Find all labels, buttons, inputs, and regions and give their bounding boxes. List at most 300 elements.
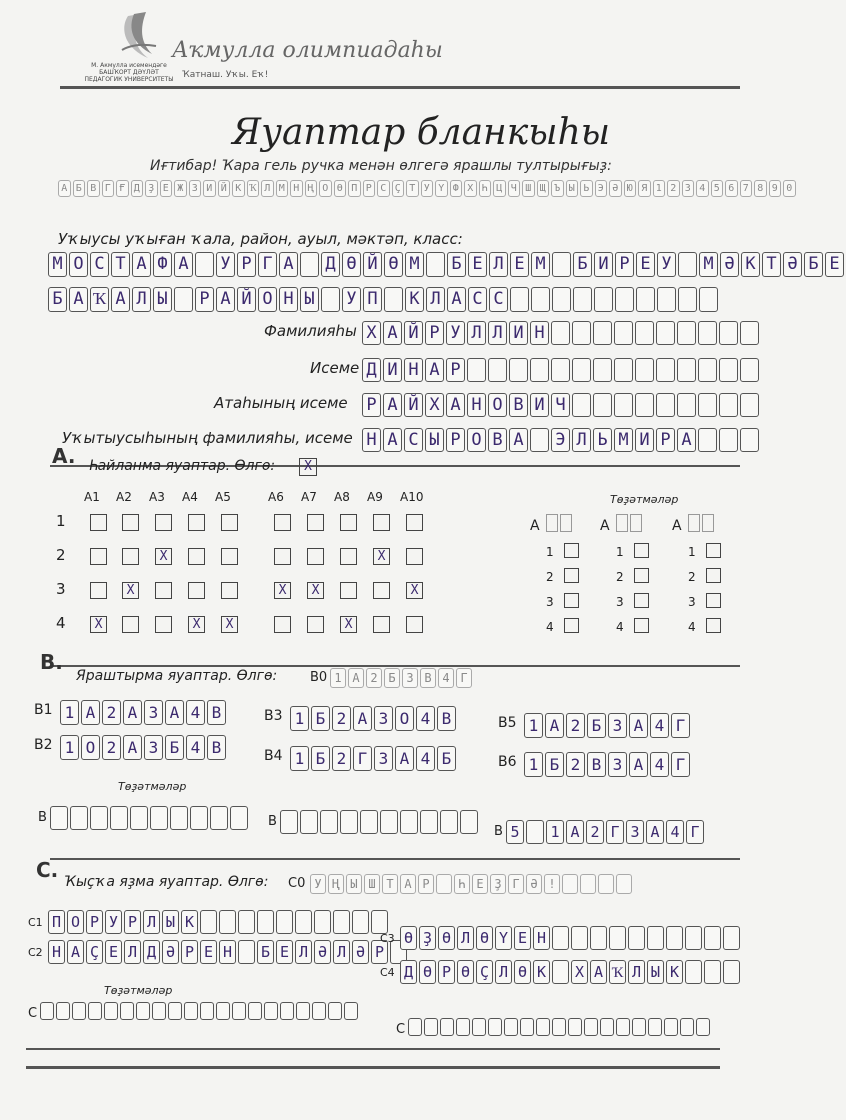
field-char-box[interactable] bbox=[719, 321, 738, 345]
field-char-box[interactable]: И bbox=[383, 358, 402, 382]
answer-char-box[interactable]: Р bbox=[124, 910, 141, 934]
answer-char-box[interactable]: А bbox=[353, 706, 372, 731]
field-char-box[interactable] bbox=[635, 393, 654, 417]
school-char-box[interactable]: Ә bbox=[720, 252, 739, 277]
answer-boxes[interactable] bbox=[48, 910, 390, 934]
field-char-box[interactable] bbox=[467, 358, 486, 382]
answer-char-box[interactable]: 3 bbox=[608, 713, 627, 738]
school-char-box[interactable]: Ө bbox=[384, 252, 403, 277]
answer-checkbox[interactable] bbox=[307, 548, 324, 565]
answer-char-box[interactable]: 1 bbox=[524, 713, 543, 738]
field-char-box[interactable] bbox=[656, 358, 675, 382]
field-char-box[interactable] bbox=[740, 393, 759, 417]
field-char-box[interactable]: И bbox=[509, 321, 528, 345]
school-char-box[interactable] bbox=[552, 252, 571, 277]
correction-checkbox[interactable] bbox=[634, 568, 649, 583]
correction-char-box[interactable] bbox=[696, 1018, 710, 1036]
answer-checkbox[interactable] bbox=[406, 616, 423, 633]
answer-char-box[interactable]: 2 bbox=[332, 746, 351, 771]
field-char-box[interactable] bbox=[509, 358, 528, 382]
answer-char-box[interactable]: Л bbox=[628, 960, 645, 984]
correction-char-box[interactable] bbox=[472, 1018, 486, 1036]
answer-checkbox[interactable] bbox=[188, 548, 205, 565]
correction-char-box[interactable] bbox=[328, 1002, 342, 1020]
answer-char-box[interactable]: К bbox=[181, 910, 198, 934]
field-char-box[interactable]: Х bbox=[425, 393, 444, 417]
answer-char-box[interactable]: Б bbox=[165, 735, 184, 760]
answer-char-box[interactable]: П bbox=[48, 910, 65, 934]
correction-char-box[interactable] bbox=[664, 1018, 678, 1036]
school-char-box[interactable]: У bbox=[657, 252, 676, 277]
field-char-box[interactable]: Н bbox=[362, 428, 381, 452]
school-char-box[interactable] bbox=[174, 287, 193, 312]
correction-char-box[interactable] bbox=[456, 1018, 470, 1036]
field-char-box[interactable]: М bbox=[614, 428, 633, 452]
answer-char-box[interactable]: В bbox=[207, 735, 226, 760]
answer-char-box[interactable] bbox=[314, 910, 331, 934]
answer-char-box[interactable] bbox=[628, 926, 645, 950]
answer-char-box[interactable] bbox=[685, 926, 702, 950]
answer-checkbox[interactable] bbox=[274, 548, 291, 565]
answer-checkbox[interactable] bbox=[373, 616, 390, 633]
answer-checkbox[interactable] bbox=[406, 514, 423, 531]
answer-char-box[interactable]: Ө bbox=[419, 960, 436, 984]
answer-boxes[interactable] bbox=[60, 700, 228, 725]
field-char-box[interactable]: Ы bbox=[425, 428, 444, 452]
answer-char-box[interactable]: Ө bbox=[438, 926, 455, 950]
correction-char-box[interactable] bbox=[110, 806, 128, 830]
correction-char-box[interactable] bbox=[420, 810, 438, 834]
school-char-box[interactable]: П bbox=[363, 287, 382, 312]
answer-char-box[interactable]: 4 bbox=[186, 700, 205, 725]
correction-question-box[interactable] bbox=[702, 514, 714, 532]
correction-char-box[interactable] bbox=[136, 1002, 150, 1020]
field-char-box[interactable]: А bbox=[383, 321, 402, 345]
field-char-box[interactable]: А bbox=[677, 428, 696, 452]
answer-checkbox[interactable] bbox=[406, 548, 423, 565]
answer-char-box[interactable]: А bbox=[67, 940, 84, 964]
school-char-box[interactable]: У bbox=[216, 252, 235, 277]
answer-char-box[interactable]: 2 bbox=[566, 713, 585, 738]
answer-char-box[interactable]: 1 bbox=[524, 752, 543, 777]
correction-char-box[interactable] bbox=[216, 1002, 230, 1020]
field-char-box[interactable] bbox=[740, 321, 759, 345]
school-char-box[interactable] bbox=[615, 287, 634, 312]
correction-char-box[interactable] bbox=[230, 806, 248, 830]
field-char-box[interactable]: Э bbox=[551, 428, 570, 452]
answer-char-box[interactable]: Л bbox=[295, 940, 312, 964]
correction-char-box[interactable] bbox=[280, 810, 298, 834]
answer-checkbox[interactable] bbox=[340, 582, 357, 599]
school-char-box[interactable]: Г bbox=[258, 252, 277, 277]
field-char-box[interactable] bbox=[698, 358, 717, 382]
answer-char-box[interactable] bbox=[552, 926, 569, 950]
answer-char-box[interactable]: Р bbox=[86, 910, 103, 934]
answer-checkbox[interactable] bbox=[188, 582, 205, 599]
answer-char-box[interactable]: Б bbox=[257, 940, 274, 964]
correction-checkbox[interactable] bbox=[706, 593, 721, 608]
field-char-box[interactable] bbox=[488, 358, 507, 382]
answer-boxes[interactable] bbox=[290, 746, 458, 771]
answer-char-box[interactable]: Р bbox=[181, 940, 198, 964]
answer-char-box[interactable]: Л bbox=[495, 960, 512, 984]
answer-char-box[interactable]: А bbox=[123, 735, 142, 760]
surname-field[interactable] bbox=[362, 321, 761, 345]
answer-char-box[interactable]: 2 bbox=[566, 752, 585, 777]
answer-checkbox[interactable] bbox=[221, 548, 238, 565]
school-char-box[interactable]: С bbox=[90, 252, 109, 277]
correction-char-box[interactable] bbox=[210, 806, 228, 830]
correction-char-box[interactable] bbox=[488, 1018, 502, 1036]
answer-char-box[interactable]: Л bbox=[333, 940, 350, 964]
answer-char-box[interactable]: Р bbox=[371, 940, 388, 964]
answer-char-box[interactable] bbox=[552, 960, 569, 984]
correction-char-box[interactable] bbox=[632, 1018, 646, 1036]
correction-char-box[interactable]: 3 bbox=[626, 820, 644, 844]
field-char-box[interactable] bbox=[572, 321, 591, 345]
answer-checkbox[interactable] bbox=[274, 514, 291, 531]
field-char-box[interactable]: О bbox=[467, 428, 486, 452]
field-char-box[interactable]: И bbox=[635, 428, 654, 452]
answer-char-box[interactable] bbox=[571, 926, 588, 950]
field-char-box[interactable] bbox=[593, 393, 612, 417]
answer-char-box[interactable] bbox=[590, 926, 607, 950]
answer-char-box[interactable]: Ҫ bbox=[86, 940, 103, 964]
answer-char-box[interactable]: Б bbox=[545, 752, 564, 777]
field-char-box[interactable] bbox=[593, 321, 612, 345]
answer-char-box[interactable]: Г bbox=[671, 713, 690, 738]
correction-char-box[interactable] bbox=[504, 1018, 518, 1036]
school-char-box[interactable] bbox=[699, 287, 718, 312]
answer-char-box[interactable]: К bbox=[666, 960, 683, 984]
school-char-box[interactable] bbox=[552, 287, 571, 312]
answer-char-box[interactable]: А bbox=[545, 713, 564, 738]
patronymic-field[interactable] bbox=[362, 393, 761, 417]
correction-checkbox[interactable] bbox=[564, 618, 579, 633]
answer-checkbox[interactable]: X bbox=[307, 582, 324, 599]
answer-char-box[interactable]: Ә bbox=[314, 940, 331, 964]
school-char-box[interactable]: А bbox=[111, 287, 130, 312]
answer-char-box[interactable] bbox=[371, 910, 388, 934]
answer-char-box[interactable]: Е bbox=[276, 940, 293, 964]
field-char-box[interactable] bbox=[614, 358, 633, 382]
answer-char-box[interactable]: 2 bbox=[102, 700, 121, 725]
answer-char-box[interactable]: Г bbox=[353, 746, 372, 771]
field-char-box[interactable] bbox=[593, 358, 612, 382]
correction-char-box[interactable] bbox=[150, 806, 168, 830]
answer-char-box[interactable]: Е bbox=[514, 926, 531, 950]
answer-char-box[interactable]: 3 bbox=[374, 746, 393, 771]
field-char-box[interactable]: Р bbox=[446, 358, 465, 382]
field-char-box[interactable] bbox=[719, 358, 738, 382]
field-char-box[interactable]: Й bbox=[404, 393, 423, 417]
answer-char-box[interactable]: Р bbox=[438, 960, 455, 984]
answer-char-box[interactable]: В bbox=[587, 752, 606, 777]
school-char-box[interactable] bbox=[573, 287, 592, 312]
school-char-box[interactable]: Б bbox=[48, 287, 67, 312]
answer-checkbox[interactable] bbox=[155, 514, 172, 531]
school-char-box[interactable]: У bbox=[342, 287, 361, 312]
school-char-box[interactable]: Н bbox=[279, 287, 298, 312]
field-char-box[interactable]: Ч bbox=[551, 393, 570, 417]
school-char-box[interactable]: А bbox=[279, 252, 298, 277]
answer-char-box[interactable]: 3 bbox=[144, 700, 163, 725]
answer-char-box[interactable]: А bbox=[629, 752, 648, 777]
correction-question-box[interactable] bbox=[560, 514, 572, 532]
correction-checkbox[interactable] bbox=[706, 618, 721, 633]
correction-question-box[interactable] bbox=[546, 514, 558, 532]
school-char-box[interactable]: Ө bbox=[342, 252, 361, 277]
school-char-box[interactable]: Ф bbox=[153, 252, 172, 277]
field-char-box[interactable]: Л bbox=[488, 321, 507, 345]
answer-checkbox[interactable] bbox=[122, 616, 139, 633]
answer-char-box[interactable]: 1 bbox=[290, 746, 309, 771]
school-line-1[interactable] bbox=[48, 252, 846, 277]
correction-checkbox[interactable] bbox=[634, 543, 649, 558]
school-char-box[interactable]: Ы bbox=[300, 287, 319, 312]
answer-char-box[interactable] bbox=[200, 910, 217, 934]
field-char-box[interactable]: Х bbox=[362, 321, 381, 345]
correction-char-box[interactable] bbox=[170, 806, 188, 830]
answer-char-box[interactable]: Ҙ bbox=[419, 926, 436, 950]
field-char-box[interactable]: Р bbox=[425, 321, 444, 345]
answer-char-box[interactable]: Ө bbox=[514, 960, 531, 984]
field-char-box[interactable]: Н bbox=[404, 358, 423, 382]
school-char-box[interactable]: А bbox=[216, 287, 235, 312]
field-char-box[interactable] bbox=[698, 321, 717, 345]
answer-char-box[interactable]: А bbox=[165, 700, 184, 725]
school-char-box[interactable]: Й bbox=[363, 252, 382, 277]
field-char-box[interactable]: Л bbox=[467, 321, 486, 345]
answer-checkbox[interactable] bbox=[307, 616, 324, 633]
school-char-box[interactable]: Б bbox=[447, 252, 466, 277]
school-char-box[interactable]: Р bbox=[615, 252, 634, 277]
answer-checkbox[interactable] bbox=[122, 514, 139, 531]
correction-char-box[interactable] bbox=[50, 806, 68, 830]
answer-char-box[interactable]: А bbox=[590, 960, 607, 984]
correction-char-box[interactable] bbox=[40, 1002, 54, 1020]
correction-char-box[interactable]: 5 bbox=[506, 820, 524, 844]
correction-char-box[interactable] bbox=[152, 1002, 166, 1020]
school-char-box[interactable]: О bbox=[258, 287, 277, 312]
field-char-box[interactable] bbox=[677, 321, 696, 345]
answer-char-box[interactable]: Е bbox=[105, 940, 122, 964]
school-line-2[interactable] bbox=[48, 287, 720, 312]
answer-checkbox[interactable] bbox=[90, 548, 107, 565]
school-char-box[interactable] bbox=[594, 287, 613, 312]
field-char-box[interactable] bbox=[698, 393, 717, 417]
school-char-box[interactable]: Б bbox=[573, 252, 592, 277]
school-char-box[interactable]: Р bbox=[237, 252, 256, 277]
correction-char-box[interactable] bbox=[90, 806, 108, 830]
school-char-box[interactable]: Л bbox=[426, 287, 445, 312]
correction-char-box[interactable]: Г bbox=[606, 820, 624, 844]
answer-char-box[interactable]: Ө bbox=[400, 926, 417, 950]
answer-char-box[interactable] bbox=[276, 910, 293, 934]
field-char-box[interactable]: В bbox=[509, 393, 528, 417]
answer-char-box[interactable] bbox=[333, 910, 350, 934]
answer-char-box[interactable]: Л bbox=[143, 910, 160, 934]
answer-char-box[interactable]: Ө bbox=[476, 926, 493, 950]
school-char-box[interactable] bbox=[384, 287, 403, 312]
answer-char-box[interactable]: Н bbox=[48, 940, 65, 964]
answer-char-box[interactable] bbox=[685, 960, 702, 984]
answer-checkbox[interactable] bbox=[221, 514, 238, 531]
answer-char-box[interactable]: 3 bbox=[144, 735, 163, 760]
answer-boxes[interactable] bbox=[524, 752, 692, 777]
answer-char-box[interactable] bbox=[238, 910, 255, 934]
field-char-box[interactable] bbox=[656, 321, 675, 345]
field-char-box[interactable] bbox=[677, 358, 696, 382]
correction-char-box[interactable] bbox=[400, 810, 418, 834]
correction-checkbox[interactable] bbox=[564, 593, 579, 608]
answer-checkbox[interactable] bbox=[307, 514, 324, 531]
answer-checkbox[interactable]: X bbox=[155, 548, 172, 565]
answer-checkbox[interactable] bbox=[122, 548, 139, 565]
answer-char-box[interactable]: В bbox=[207, 700, 226, 725]
correction-char-box[interactable] bbox=[440, 810, 458, 834]
answer-char-box[interactable]: О bbox=[81, 735, 100, 760]
answer-checkbox[interactable]: X bbox=[340, 616, 357, 633]
correction-char-box[interactable] bbox=[424, 1018, 438, 1036]
answer-checkbox[interactable] bbox=[340, 548, 357, 565]
field-char-box[interactable]: Д bbox=[362, 358, 381, 382]
school-char-box[interactable]: С bbox=[468, 287, 487, 312]
field-char-box[interactable] bbox=[614, 321, 633, 345]
answer-char-box[interactable]: 1 bbox=[60, 735, 79, 760]
answer-checkbox[interactable] bbox=[373, 582, 390, 599]
school-char-box[interactable]: Е bbox=[825, 252, 844, 277]
answer-char-box[interactable]: 4 bbox=[416, 746, 435, 771]
school-char-box[interactable] bbox=[678, 252, 697, 277]
answer-char-box[interactable] bbox=[647, 926, 664, 950]
school-char-box[interactable]: Ә bbox=[783, 252, 802, 277]
name-field[interactable] bbox=[362, 358, 761, 382]
field-char-box[interactable] bbox=[551, 321, 570, 345]
school-char-box[interactable]: А bbox=[132, 252, 151, 277]
correction-question-box[interactable] bbox=[630, 514, 642, 532]
school-char-box[interactable]: Ҡ bbox=[90, 287, 109, 312]
answer-char-box[interactable] bbox=[238, 940, 255, 964]
answer-char-box[interactable]: Ө bbox=[457, 960, 474, 984]
correction-char-box[interactable] bbox=[248, 1002, 262, 1020]
correction-char-box[interactable] bbox=[168, 1002, 182, 1020]
correction-checkbox[interactable] bbox=[706, 543, 721, 558]
field-char-box[interactable]: И bbox=[530, 393, 549, 417]
school-char-box[interactable] bbox=[510, 287, 529, 312]
answer-checkbox[interactable]: X bbox=[90, 616, 107, 633]
field-char-box[interactable] bbox=[572, 393, 591, 417]
field-char-box[interactable] bbox=[740, 358, 759, 382]
correction-char-box[interactable] bbox=[360, 810, 378, 834]
correction-char-box[interactable] bbox=[380, 810, 398, 834]
correction-char-box[interactable] bbox=[408, 1018, 422, 1036]
correction-char-box[interactable] bbox=[184, 1002, 198, 1020]
field-char-box[interactable]: Н bbox=[530, 321, 549, 345]
field-char-box[interactable] bbox=[530, 358, 549, 382]
answer-char-box[interactable]: Б bbox=[311, 746, 330, 771]
school-char-box[interactable] bbox=[678, 287, 697, 312]
field-char-box[interactable]: А bbox=[383, 393, 402, 417]
correction-char-box[interactable] bbox=[584, 1018, 598, 1036]
school-char-box[interactable]: О bbox=[69, 252, 88, 277]
field-char-box[interactable] bbox=[719, 428, 738, 452]
correction-char-box[interactable]: 1 bbox=[546, 820, 564, 844]
answer-boxes[interactable] bbox=[60, 735, 228, 760]
answer-char-box[interactable]: К bbox=[533, 960, 550, 984]
school-char-box[interactable]: А bbox=[447, 287, 466, 312]
school-char-box[interactable] bbox=[636, 287, 655, 312]
answer-char-box[interactable]: А bbox=[81, 700, 100, 725]
correction-char-box[interactable]: 2 bbox=[586, 820, 604, 844]
correction-char-box[interactable]: А bbox=[566, 820, 584, 844]
field-char-box[interactable]: Р bbox=[362, 393, 381, 417]
correction-char-box[interactable] bbox=[460, 810, 478, 834]
correction-char-box[interactable] bbox=[88, 1002, 102, 1020]
field-char-box[interactable]: У bbox=[446, 321, 465, 345]
correction-char-box[interactable] bbox=[296, 1002, 310, 1020]
correction-char-box[interactable]: 4 bbox=[666, 820, 684, 844]
school-char-box[interactable]: С bbox=[489, 287, 508, 312]
field-char-box[interactable]: О bbox=[488, 393, 507, 417]
answer-checkbox[interactable] bbox=[90, 514, 107, 531]
school-char-box[interactable] bbox=[321, 287, 340, 312]
answer-checkbox[interactable] bbox=[155, 616, 172, 633]
answer-char-box[interactable]: Н bbox=[533, 926, 550, 950]
correction-char-box[interactable] bbox=[340, 810, 358, 834]
correction-char-box[interactable] bbox=[120, 1002, 134, 1020]
field-char-box[interactable]: А bbox=[383, 428, 402, 452]
correction-char-box[interactable] bbox=[526, 820, 544, 844]
correction-char-box[interactable] bbox=[130, 806, 148, 830]
answer-checkbox[interactable]: X bbox=[122, 582, 139, 599]
field-char-box[interactable]: Н bbox=[467, 393, 486, 417]
answer-char-box[interactable]: Г bbox=[671, 752, 690, 777]
answer-char-box[interactable]: О bbox=[67, 910, 84, 934]
answer-checkbox[interactable]: X bbox=[373, 548, 390, 565]
field-char-box[interactable] bbox=[635, 321, 654, 345]
field-char-box[interactable]: С bbox=[404, 428, 423, 452]
field-char-box[interactable] bbox=[614, 393, 633, 417]
school-char-box[interactable]: И bbox=[594, 252, 613, 277]
answer-checkbox[interactable]: X bbox=[274, 582, 291, 599]
answer-char-box[interactable]: А bbox=[629, 713, 648, 738]
field-char-box[interactable] bbox=[530, 428, 549, 452]
school-char-box[interactable] bbox=[426, 252, 445, 277]
answer-char-box[interactable] bbox=[609, 926, 626, 950]
correction-checkbox[interactable] bbox=[634, 618, 649, 633]
answer-char-box[interactable]: Ү bbox=[495, 926, 512, 950]
answer-checkbox[interactable] bbox=[340, 514, 357, 531]
school-char-box[interactable]: Б bbox=[804, 252, 823, 277]
answer-char-box[interactable] bbox=[295, 910, 312, 934]
school-char-box[interactable]: Т bbox=[762, 252, 781, 277]
answer-char-box[interactable] bbox=[723, 960, 740, 984]
answer-char-box[interactable] bbox=[666, 926, 683, 950]
field-char-box[interactable]: Р bbox=[446, 428, 465, 452]
answer-char-box[interactable]: Н bbox=[219, 940, 236, 964]
field-char-box[interactable] bbox=[698, 428, 717, 452]
answer-char-box[interactable]: У bbox=[105, 910, 122, 934]
correction-boxes[interactable] bbox=[408, 1018, 712, 1036]
answer-boxes[interactable] bbox=[400, 960, 742, 984]
answer-checkbox[interactable] bbox=[274, 616, 291, 633]
correction-char-box[interactable] bbox=[190, 806, 208, 830]
field-char-box[interactable] bbox=[719, 393, 738, 417]
correction-char-box[interactable] bbox=[300, 810, 318, 834]
answer-char-box[interactable]: Б bbox=[311, 706, 330, 731]
correction-char-box[interactable] bbox=[232, 1002, 246, 1020]
